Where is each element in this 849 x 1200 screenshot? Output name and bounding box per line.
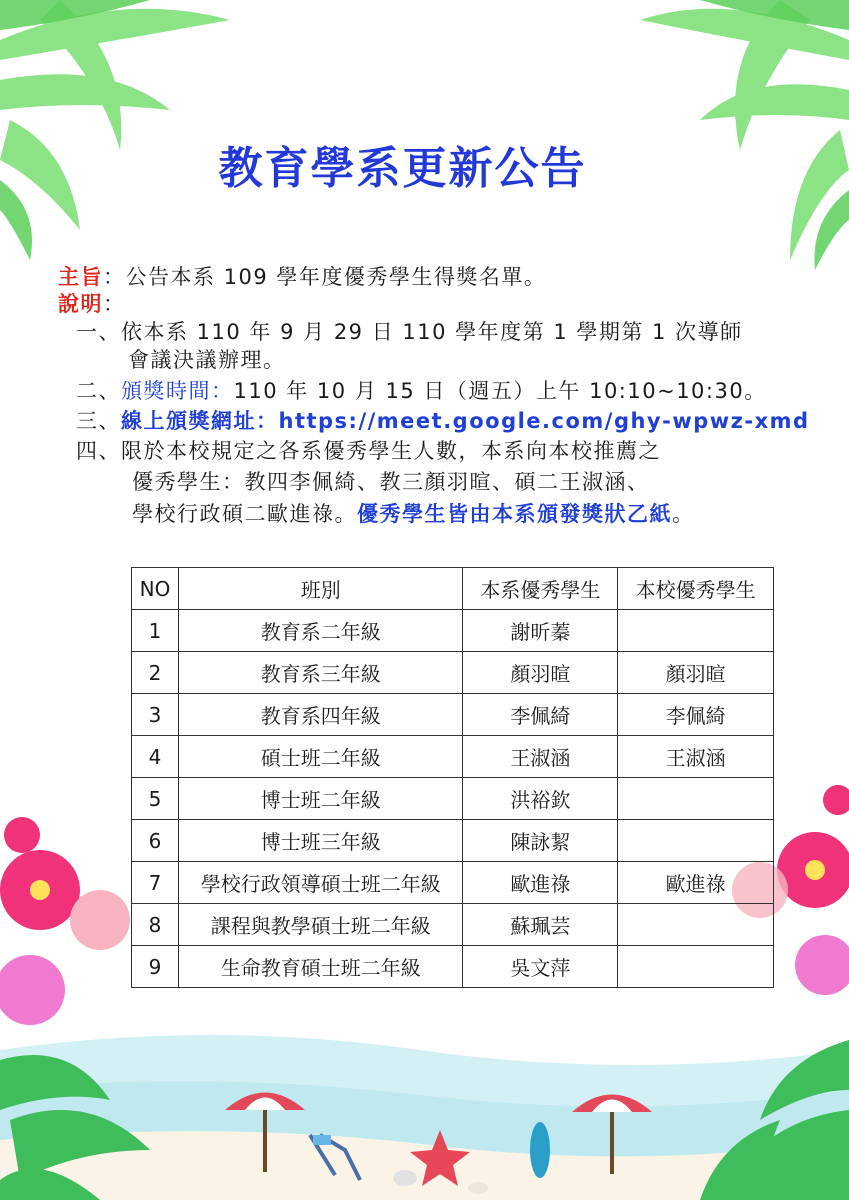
class-name: 學校行政領導碩士班二年級: [178, 862, 463, 904]
subject-line: [58, 263, 546, 291]
subject-label: 主旨: [58, 265, 103, 289]
item-3: [76, 407, 810, 435]
table-row: [132, 946, 774, 988]
item-text: 依本系 110 年 9 月 29 日 110 學年度第 1 學期第 1 次導師: [121, 320, 743, 344]
row-number: 5: [132, 778, 179, 820]
table-row: [132, 820, 774, 862]
item-text: 限於本校規定之各系優秀學生人數，本系向本校推薦之: [121, 439, 661, 463]
item-number: 三、: [76, 409, 121, 433]
class-name: 博士班三年級: [178, 820, 463, 862]
class-name: 生命教育碩士班二年級: [178, 946, 463, 988]
school-student: [618, 946, 774, 988]
seashell-icon: [393, 1170, 417, 1186]
meeting-link[interactable]: 線上頒獎網址：https://meet.google.com/ghy-wpwz-xmd: [121, 409, 810, 433]
class-name: 課程與教學碩士班二年級: [178, 904, 463, 946]
dept-student: 陳詠絜: [463, 820, 618, 862]
column-header-no: NO: [132, 568, 179, 610]
item-text: 。: [672, 502, 695, 526]
school-student: 王淑涵: [618, 736, 774, 778]
item-4-continued-2: [132, 500, 695, 528]
row-number: 1: [132, 610, 179, 652]
row-number: 3: [132, 694, 179, 736]
row-number: 6: [132, 820, 179, 862]
certificate-note: 優秀學生皆由本系頒發獎狀乙紙: [357, 502, 672, 526]
table-row: [132, 736, 774, 778]
award-time-text: 110 年 10 月 15 日（週五）上午 10:10~10:30。: [233, 379, 767, 403]
award-table: [131, 567, 774, 988]
table-row: [132, 652, 774, 694]
school-student: [618, 610, 774, 652]
row-number: 7: [132, 862, 179, 904]
table-row: [132, 610, 774, 652]
dept-student: 歐進祿: [463, 862, 618, 904]
row-number: 2: [132, 652, 179, 694]
dept-student: 王淑涵: [463, 736, 618, 778]
explain-line: [58, 290, 126, 318]
table-header-row: [132, 568, 774, 610]
school-student: [618, 904, 774, 946]
item-number: 二、: [76, 379, 121, 403]
item-number: 四、: [76, 439, 121, 463]
item-1-continued: [128, 346, 286, 374]
palm-leaf-icon: [640, 0, 849, 260]
dept-student: 謝昕蓁: [463, 610, 618, 652]
table-row: [132, 778, 774, 820]
row-number: 9: [132, 946, 179, 988]
class-name: 教育系三年級: [178, 652, 463, 694]
table-row: [132, 904, 774, 946]
column-header-class: 班別: [178, 568, 463, 610]
item-2: [76, 377, 767, 405]
school-student: 李佩綺: [618, 694, 774, 736]
dept-student: 顏羽暄: [463, 652, 618, 694]
dept-student: 洪裕欽: [463, 778, 618, 820]
school-student: 顏羽暄: [618, 652, 774, 694]
item-4-continued: [132, 468, 650, 496]
item-text: 學校行政碩二歐進祿。: [132, 502, 357, 526]
class-name: 博士班二年級: [178, 778, 463, 820]
seashell-icon: [468, 1182, 488, 1194]
explain-label: 說明: [58, 292, 103, 316]
school-student: [618, 820, 774, 862]
class-name: 碩士班二年級: [178, 736, 463, 778]
column-header-school-student: 本校優秀學生: [618, 568, 774, 610]
item-text: 會議決議辦理。: [128, 348, 286, 372]
subject-text: 公告本系 109 學年度優秀學生得獎名單。: [125, 265, 547, 289]
dept-student: 李佩綺: [463, 694, 618, 736]
table-row: [132, 694, 774, 736]
dept-student: 吳文萍: [463, 946, 618, 988]
item-number: 一、: [76, 320, 121, 344]
hibiscus-flower-icon: [0, 817, 130, 1025]
column-header-dept-student: 本系優秀學生: [463, 568, 618, 610]
school-student: 歐進祿: [618, 862, 774, 904]
explain-separator: ：: [103, 292, 126, 316]
class-name: 教育系四年級: [178, 694, 463, 736]
item-1: [76, 318, 743, 346]
row-number: 4: [132, 736, 179, 778]
surfboard-icon: [530, 1122, 550, 1178]
row-number: 8: [132, 904, 179, 946]
school-student: [618, 778, 774, 820]
award-time-label: 頒獎時間：: [121, 379, 234, 403]
item-4: [76, 437, 661, 465]
subject-separator: ：: [103, 265, 126, 289]
dept-student: 蘇珮芸: [463, 904, 618, 946]
item-text: 優秀學生：教四李佩綺、教三顏羽暄、碩二王淑涵、: [132, 470, 650, 494]
class-name: 教育系二年級: [178, 610, 463, 652]
page-title: 教育學系更新公告: [218, 143, 587, 194]
table-row: [132, 862, 774, 904]
